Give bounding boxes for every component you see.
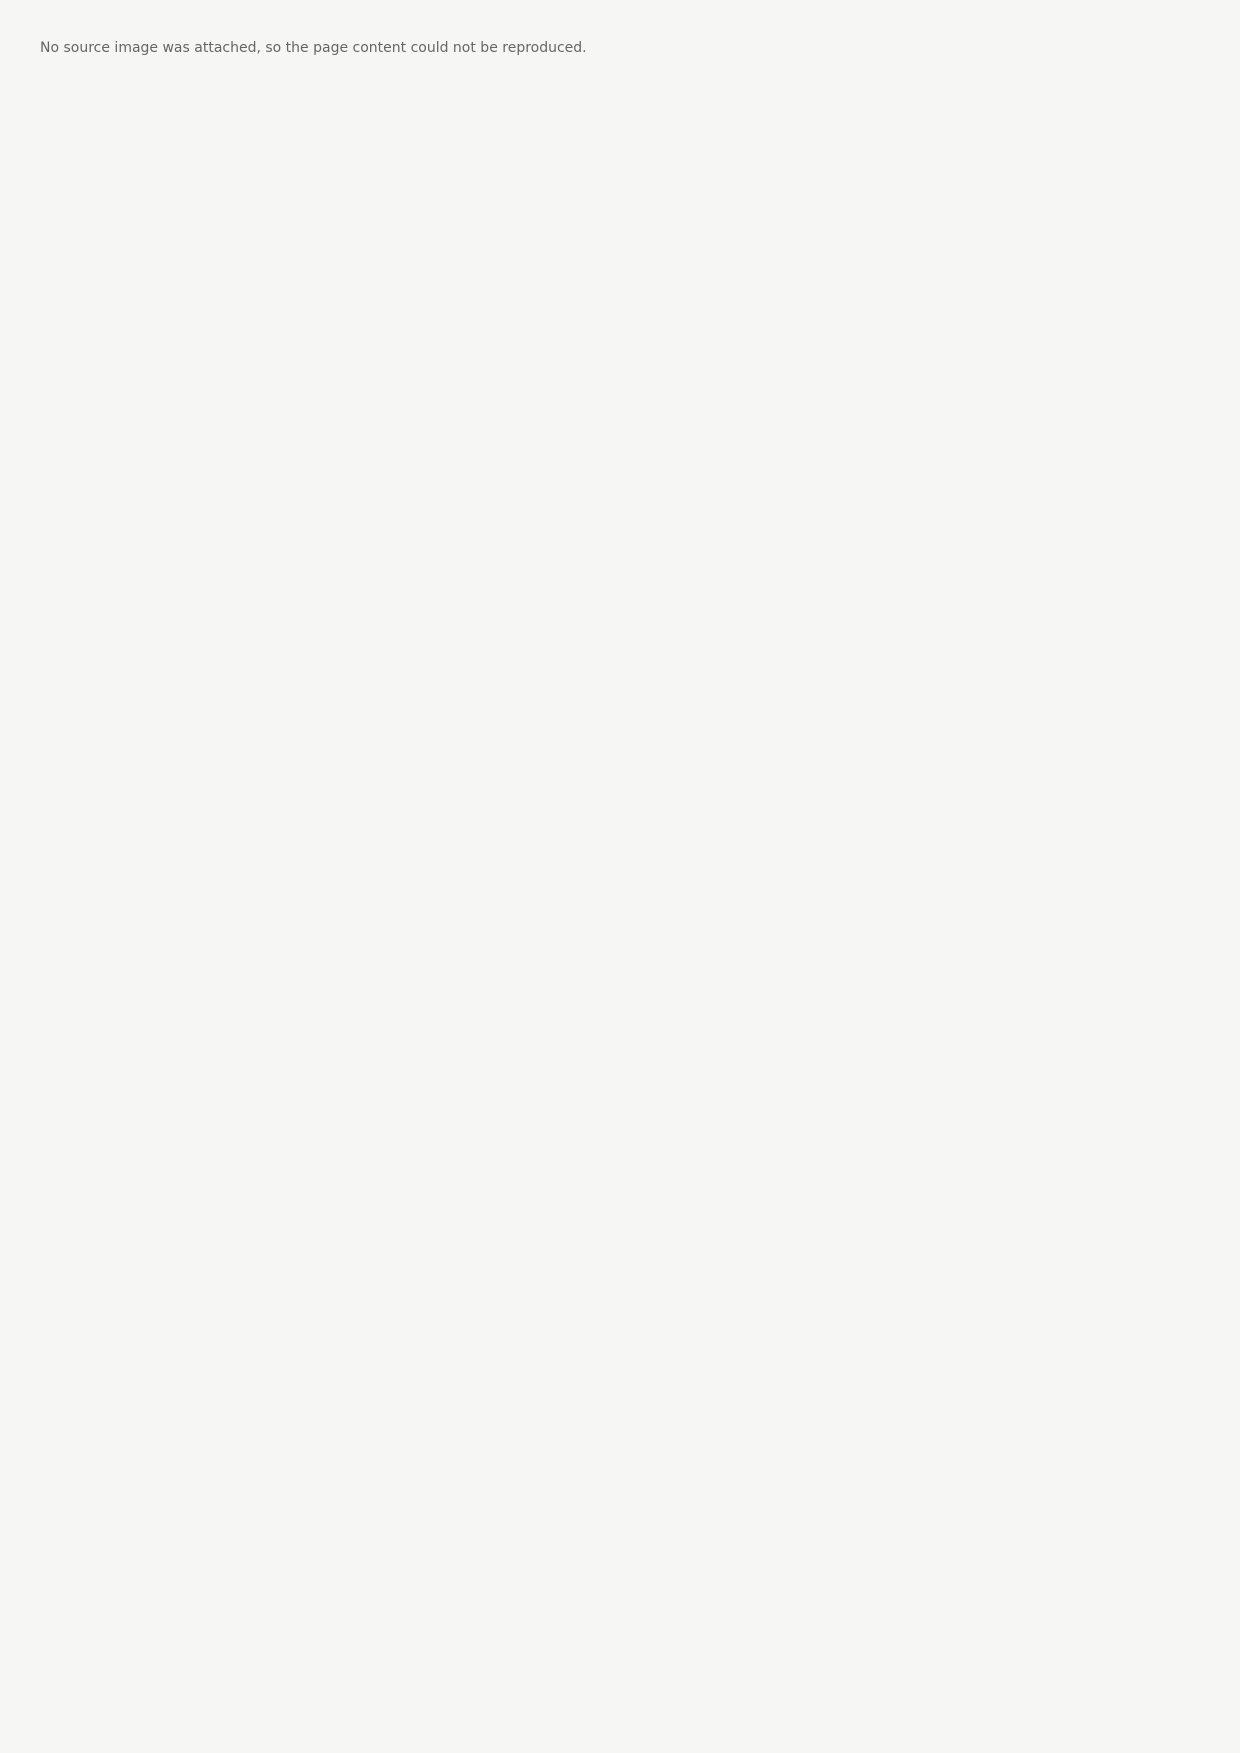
- placeholder-note: No source image was attached, so the page content could not be reproduced.: [40, 40, 587, 56]
